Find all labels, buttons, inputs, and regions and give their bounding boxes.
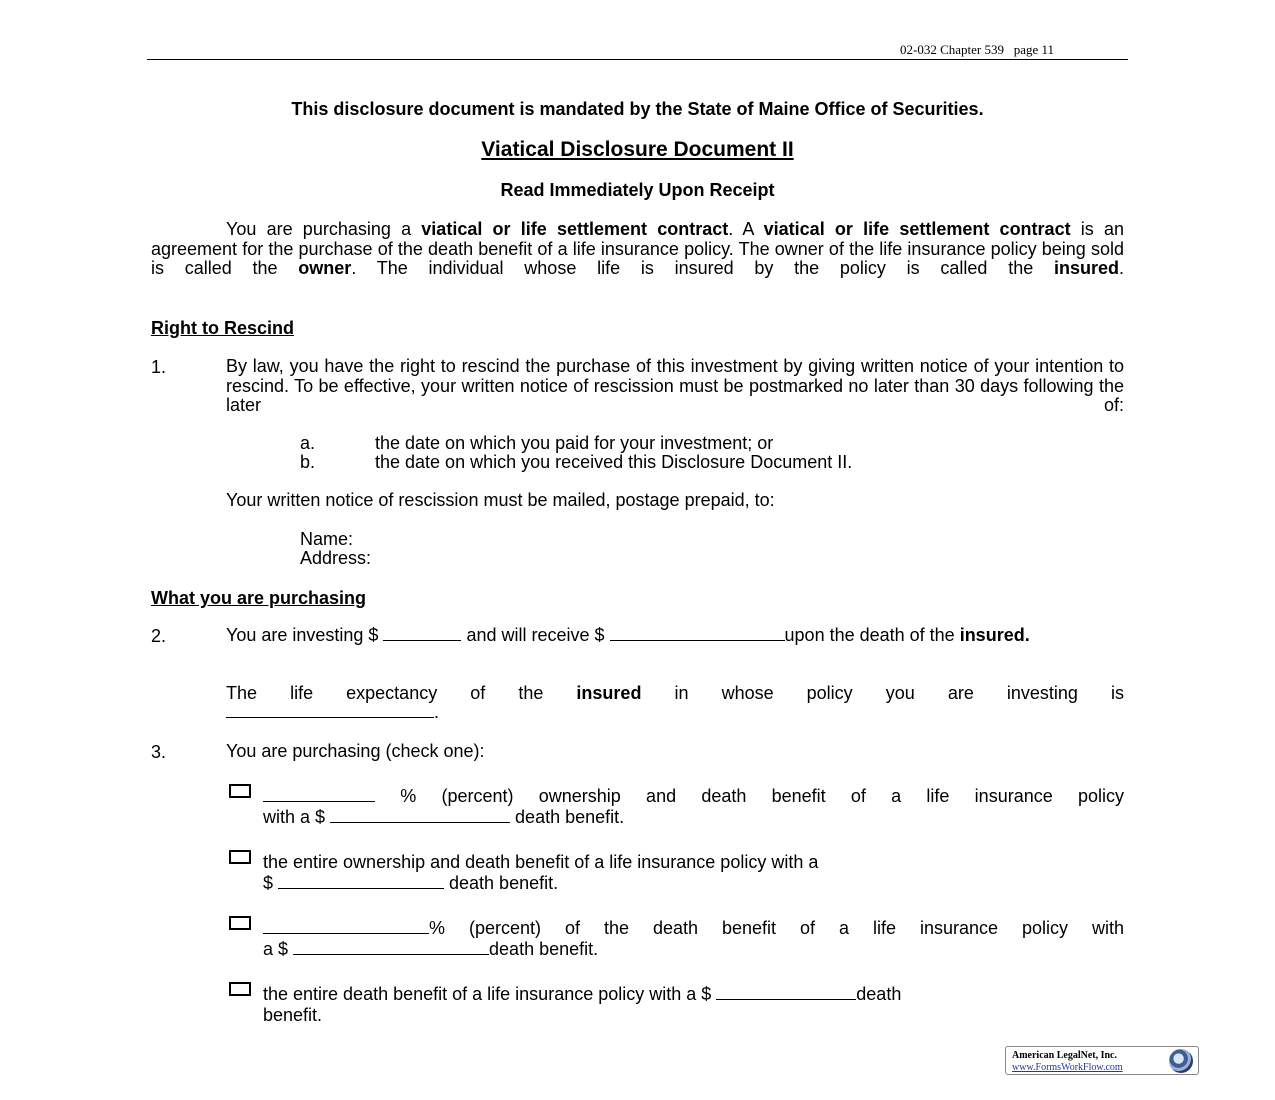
intro-paragraph: You are purchasing a viatical or life settlement contract. A viatical or life settlement contract is an agreement for the purchase of the death benefit of a life insurance policy. The owner of the life insurance policy being sold is called the owner. The individual whose life is insured by the policy is called the insured. <box>151 219 1125 278</box>
option-1-benefit-blank[interactable] <box>330 808 510 823</box>
option-4-checkbox[interactable] <box>229 982 251 996</box>
logo-company-name: American LegalNet, Inc. <box>1012 1050 1117 1061</box>
section-heading-rescind: Right to Rescind <box>151 318 294 338</box>
address-label: Address: <box>300 548 372 568</box>
option-4-text-line2: benefit. <box>263 1005 323 1025</box>
option-3-benefit-blank[interactable] <box>293 940 489 955</box>
check-one-instruction: You are purchasing (check one): <box>226 741 485 761</box>
life-expectancy-line: The life expectancy of the insured in whose policy you are investing is <box>226 683 1124 703</box>
option-3-text: % (percent) of the death benefit of a life insurance policy with <box>263 919 1124 939</box>
section-heading-purchasing: What you are purchasing <box>151 588 367 608</box>
option-3-percent-blank[interactable] <box>263 919 429 934</box>
rescind-item-b-label: b. <box>300 452 316 472</box>
option-2-checkbox[interactable] <box>229 850 251 864</box>
item-number-1: 1. <box>151 357 167 377</box>
option-2-text: the entire ownership and death benefit of a life insurance policy with a <box>263 852 819 872</box>
life-expectancy-blank[interactable] <box>226 703 434 718</box>
mandate-notice: This disclosure document is mandated by the State of Maine Office of Securities. <box>291 99 984 119</box>
option-4-text: the entire death benefit of a life insurance policy with a $ death <box>263 984 902 1004</box>
item-number-2: 2. <box>151 626 167 646</box>
globe-icon <box>1169 1049 1193 1073</box>
option-3-text-line2: a $ death benefit. <box>263 939 599 959</box>
option-4-benefit-blank[interactable] <box>716 985 856 1000</box>
name-label: Name: <box>300 529 354 549</box>
investment-paragraph: You are investing $ and will receive $ upon the death of the insured. <box>226 625 1030 645</box>
option-3-checkbox[interactable] <box>229 916 251 930</box>
header-rule <box>147 59 1128 60</box>
option-2-text-line2: $ death benefit. <box>263 873 559 893</box>
option-1-percent-blank[interactable] <box>263 787 375 802</box>
rescind-item-b-text: the date on which you received this Disclosure Document II. <box>375 452 853 472</box>
option-2-benefit-blank[interactable] <box>278 874 444 889</box>
rescind-item-a-text: the date on which you paid for your investment; or <box>375 433 774 453</box>
option-1-checkbox[interactable] <box>229 784 251 798</box>
logo-url-link[interactable]: www.FormsWorkFlow.com <box>1012 1062 1123 1073</box>
option-1-text: % (percent) ownership and death benefit of a life insurance policy <box>263 787 1124 807</box>
rescind-mail-instruction: Your written notice of rescission must be mailed, postage prepaid, to: <box>226 490 775 510</box>
footer-logo <box>1005 1046 1199 1075</box>
document-subtitle: Read Immediately Upon Receipt <box>500 180 775 200</box>
item-number-3: 3. <box>151 742 167 762</box>
life-expectancy-blank-line: . <box>226 703 439 723</box>
rescind-item-a-label: a. <box>300 433 316 453</box>
rescind-paragraph: By law, you have the right to rescind the purchase of this investment by giving written notice of your intention to rescind. To be effective, your written notice of rescission must be postmarked no later than 30 days following the later of: <box>226 356 1124 415</box>
receive-amount-blank[interactable] <box>610 626 785 641</box>
option-1-text-line2: with a $ death benefit. <box>263 807 625 827</box>
investment-amount-blank[interactable] <box>383 626 461 641</box>
running-head: 02-032 Chapter 539 page 11 <box>900 42 1055 57</box>
document-title: Viatical Disclosure Document II <box>481 138 794 161</box>
